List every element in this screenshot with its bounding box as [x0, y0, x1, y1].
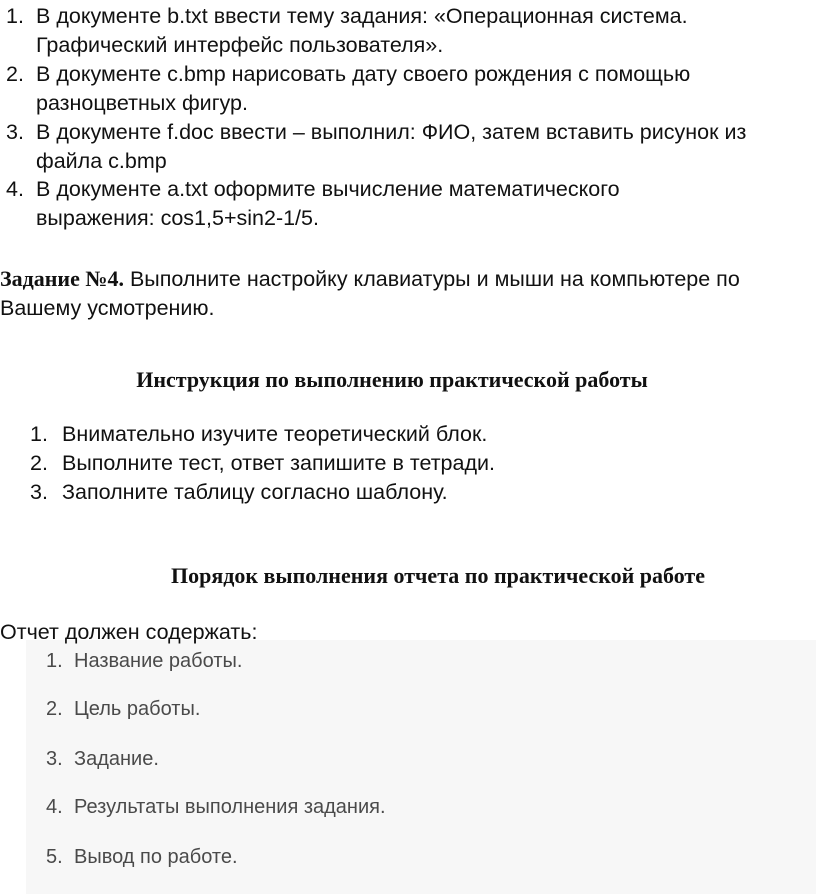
report-list-item — [46, 746, 159, 772]
list-item-number: 2. — [6, 62, 24, 86]
list-item-text: Выполните тест, ответ запишите в тетради. — [62, 451, 495, 475]
report-items-block — [26, 640, 816, 894]
list-item — [6, 60, 806, 118]
list-item-number: 2. — [30, 451, 48, 475]
list-item — [30, 478, 790, 507]
report-list-item — [46, 844, 238, 870]
report-list-item — [46, 696, 200, 722]
list-item-number: 3. — [6, 120, 24, 144]
list-item — [6, 2, 806, 60]
list-item-text: В документе a.txt оформите вычисление математического выражения: cos1,5+sin2-1/5. — [36, 177, 620, 230]
list-item — [30, 449, 790, 478]
instructions-list — [30, 420, 790, 507]
list-item-text: В документе b.txt ввести тему задания: «Операционная система. Графический интерфейс пользователя». — [36, 4, 688, 57]
report-list-item — [46, 794, 386, 820]
list-item-text: Внимательно изучите теоретический блок. — [62, 422, 488, 446]
list-item — [6, 175, 806, 233]
list-item-number: 4. — [6, 177, 24, 201]
report-item-number: 1. — [46, 650, 63, 672]
report-list-item — [46, 648, 242, 674]
report-item-number: 2. — [46, 698, 63, 720]
list-item-number: 1. — [6, 4, 24, 28]
report-item-text: Цель работы. — [74, 698, 201, 720]
list-item-text: В документе c.bmp нарисовать дату своего рождения с помощью разноцветных фигур. — [36, 62, 691, 115]
report-item-number: 4. — [46, 796, 63, 818]
report-order-heading: Порядок выполнения отчета по практической работе — [170, 563, 706, 588]
task-4-label: Задание №4. — [0, 266, 124, 291]
report-item-text: Задание. — [74, 748, 159, 770]
report-item-text: Результаты выполнения задания. — [74, 796, 386, 818]
report-item-number: 3. — [46, 748, 63, 770]
instructions-heading: Инструкция по выполнению практической работы — [136, 367, 648, 392]
list-item-number: 1. — [30, 422, 48, 446]
list-item-number: 3. — [30, 480, 48, 504]
list-item — [6, 118, 806, 175]
report-item-text: Название работы. — [74, 650, 243, 672]
list-item-text: Заполните таблицу согласно шаблону. — [62, 480, 448, 504]
report-item-number: 5. — [46, 846, 63, 868]
task-4-text: Выполните настройку клавиатуры и мыши на компьютере по Вашему усмотрению. — [0, 267, 740, 320]
task-4-paragraph — [0, 264, 812, 323]
list-item-text: В документе f.doc ввести – выполнил: ФИО, затем вставить рисунок из файла c.bmp — [36, 120, 747, 173]
task-steps-list — [6, 2, 806, 233]
report-item-text: Вывод по работе. — [74, 846, 238, 868]
report-intro: Отчет должен содержать: — [0, 620, 258, 644]
list-item — [30, 420, 790, 449]
